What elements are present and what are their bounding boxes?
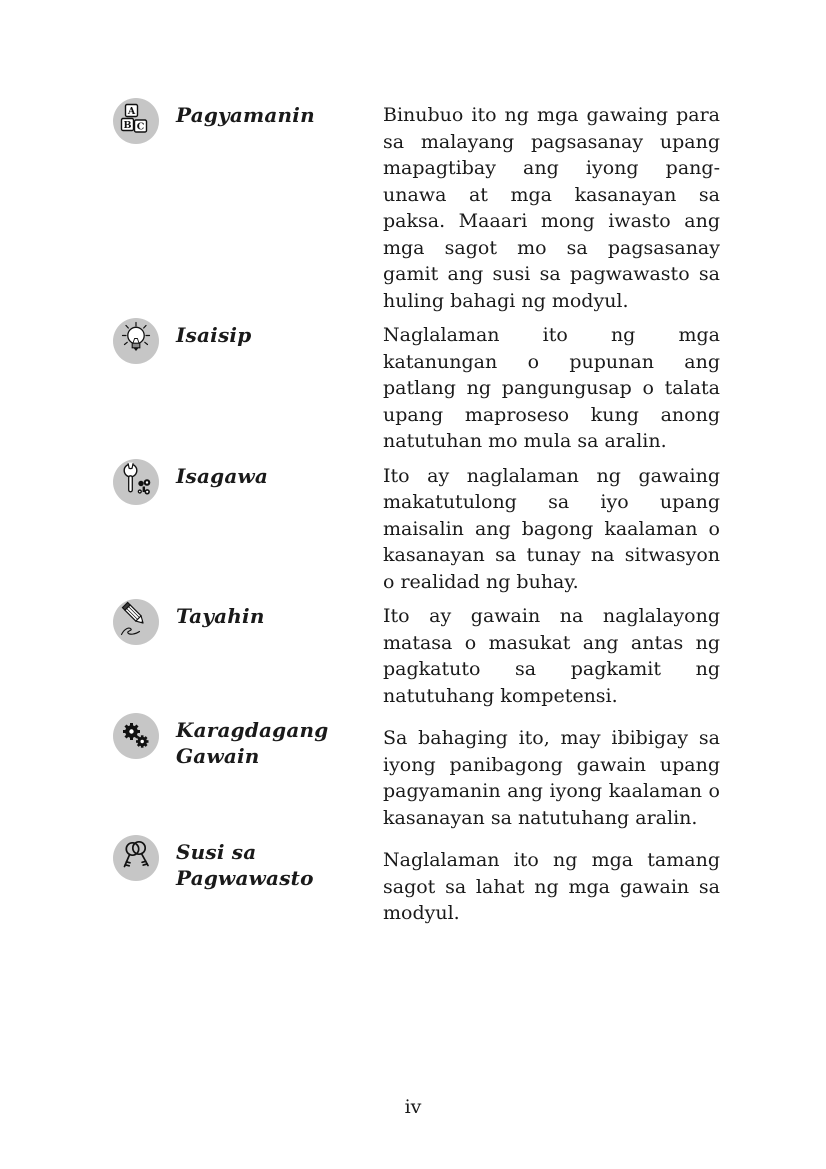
section-row-susi-sa-pagwawasto <box>113 839 826 927</box>
section-description: Naglalaman ito ng mga tamang sagot sa lahat ng mga gawain sa modyul. <box>383 849 720 924</box>
tools-icon <box>113 459 159 505</box>
section-label: Karagdagang Gawain <box>176 718 329 768</box>
page-number: iv <box>404 1096 422 1118</box>
section-description: Binubuo ito ng mga gawaing para sa malayang pagsasanay upang mapagtibay ang iyong pang-unawa at mga kasanayan sa paksa. Maaari mong iwasto ang mga sagot mo sa pagsasanay gamit ang susi sa pagwawasto sa huling bahagi ng modyul. <box>383 104 720 312</box>
section-description: Naglalaman ito ng mga katanungan o pupunan ang patlang ng pangungusap o talata upang maproseso kung anong natutuhan mo mula sa aralin. <box>383 324 720 452</box>
section-row-karagdagang-gawain <box>113 717 826 831</box>
lightbulb-icon <box>113 318 159 364</box>
svg-text:B: B <box>123 120 132 131</box>
section-row-tayahin <box>113 603 826 709</box>
section-label: Isagawa <box>176 463 269 488</box>
abc-blocks-icon <box>113 98 159 144</box>
section-label: Isaisip <box>176 323 252 347</box>
section-label: Pagyamanin <box>176 103 315 127</box>
section-label: Tayahin <box>176 604 265 628</box>
section-description: Ito ay naglalaman ng gawaing makatutulong sa iyo upang maisalin ang bagong kaalaman o kasanayan sa tunay na sitwasyon o realidad ng buhay. <box>383 464 720 593</box>
pencil-icon <box>113 599 159 645</box>
section-row-isaisip <box>113 322 826 455</box>
keys-icon <box>113 835 159 881</box>
svg-text:A: A <box>127 106 136 117</box>
svg-text:C: C <box>136 121 145 133</box>
gears-icon <box>113 713 159 759</box>
section-description: Sa bahaging ito, may ibibigay sa iyong panibagong gawain upang pagyamanin ang iyong kaalaman o kasanayan sa natutuhang aralin. <box>383 727 720 829</box>
section-description: Ito ay gawain na naglalayong matasa o masukat ang antas ng pagkatuto sa pagkamit ng natutuhang kompetensi. <box>383 605 720 707</box>
section-row-pagyamanin <box>113 102 826 314</box>
section-row-isagawa <box>113 463 826 596</box>
section-label: Susi sa Pagwawasto <box>176 840 314 890</box>
